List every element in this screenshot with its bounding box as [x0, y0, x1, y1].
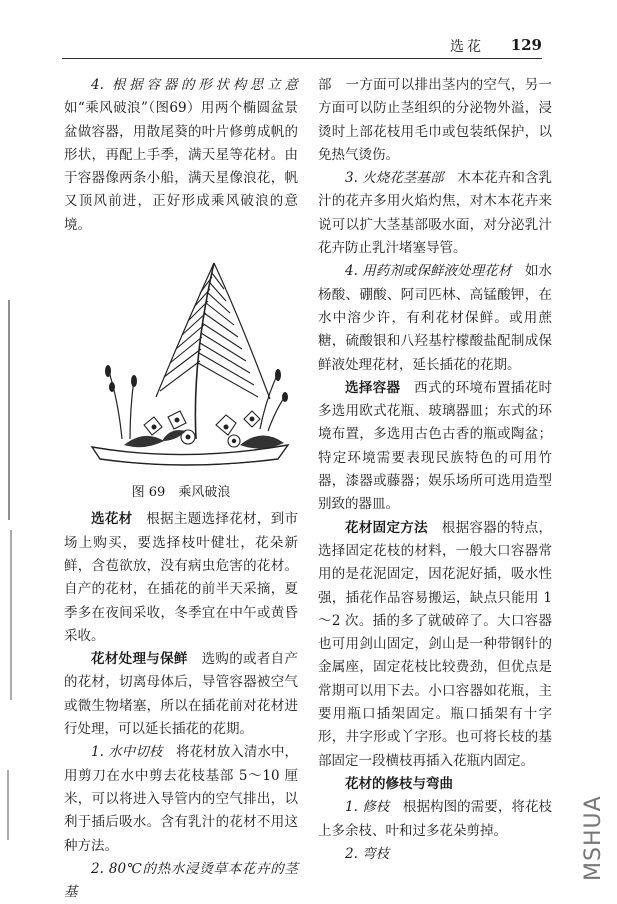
running-header: [62, 36, 542, 59]
paragraph-heading: 2. 弯枝: [345, 845, 390, 862]
paragraph-preservative: [318, 260, 552, 376]
right-column: [318, 74, 552, 866]
paragraph-body: 木本花卉和含乳汁的花卉多用火焰灼焦，对木本花卉来说可以扩大茎基部吸水面，对分泌乳汁花卉防止乳汁堵塞导管。: [318, 170, 553, 257]
paragraph-heading: 花材固定方法: [345, 519, 428, 536]
paragraph-heading: 2. 80℃的热水浸烫草本花卉的茎基: [64, 860, 298, 901]
paragraph-select-container: [318, 377, 552, 517]
scan-edge-marks: [0, 0, 40, 901]
section-title: 选花: [450, 39, 484, 55]
paragraph-heading: 3. 火烧花茎基部: [345, 170, 444, 187]
paragraph-body: 如水杨酸、硼酸、阿司匹林、高锰酸钾，在水中溶少许，有利花材保鲜。或用蔗糖，硫酸银和八羟基柠檬酸盐配制成保鲜液处理花材，延长插花的花期。: [318, 263, 553, 373]
sailboat-arrangement-illustration: [64, 249, 298, 475]
watermark: MSHUA: [581, 795, 606, 881]
paragraph-heading: 4. 根据容器的形状构思立意: [91, 77, 298, 93]
paragraph-container-shape: [64, 74, 298, 237]
page-number: 129: [510, 36, 542, 54]
paragraph-pruning: [318, 796, 552, 843]
paragraph-body: 根据容器的特点，选择固定花枝的材料，一般大口容器常用的是花泥固定，因花泥好插，吸水性强，插花作品容易搬运，缺点只能用 1～2 次。插的多了就破碎了。大口容器也可用剑山固定，剑山是一种带钢针的金属座，固定花枝比较费劲，但优点是常期可以用下去。小口容器如花瓶，主要用瓶口插架固定。瓶口插架有十字形，井字形或丫字形。也可将长枝的基部固定一段横枝再插入花瓶内固定。: [318, 519, 553, 769]
paragraph-body: 根据构图的需要，将花枝上多余枝、叶和过多花朵剪掉。: [318, 799, 553, 839]
paragraph-heading: 选择容器: [345, 379, 401, 396]
paragraph-bending: [318, 843, 552, 866]
paragraph-heading: 1. 水中切枝: [91, 744, 163, 761]
paragraph-fixing-method: [318, 517, 552, 773]
paragraph-heading: 选花材: [91, 511, 133, 528]
paragraph-heading: 花材处理与保鲜: [91, 651, 188, 668]
paragraph-body: 根据主题选择花材，到市场上购买，要选择枝叶健壮，花朵新鲜，含苞欲放，没有病虫危害的花材。自产的花材，在插花的前半天采摘，夏季多在夜间采收，冬季宜在中午或黄昏采收。: [64, 511, 299, 644]
paragraph-cut-in-water: [64, 741, 298, 857]
paragraph-body: 选购的或者自产的花材，切离母体后，导管容器被空气或微生物堵塞，所以在插花前对花材进行处理，可以延长插花的花期。: [64, 651, 299, 738]
paragraph-pruning-heading: [318, 773, 552, 796]
paragraph-heading: 花材的修枝与弯曲: [345, 775, 453, 792]
paragraph-body: 如“乘风破浪”（图69）用两个椭圆盆景盆做容器，用散尾葵的叶片修剪成帆的形状，再配上手季，满天星等花材。由于容器像两条小船，满天星像浪花，帆又顶风前进，正好形成乘风破浪的意境。: [64, 100, 298, 233]
paragraph-hot-water: [64, 858, 298, 904]
paragraph-body: 将花材放入清水中，用剪刀在水中剪去花枝基部 5～10 厘米，可以将进入导管内的空气排出，以利于插后吸水。含有乳汁的花材不用这种方法。: [64, 744, 299, 854]
paragraph-flower-treatment: [64, 648, 298, 741]
paragraph-select-flowers: [64, 508, 298, 648]
paragraph-heading: 1. 修枝: [345, 799, 390, 816]
figure-caption: 图 69 乘风破浪: [131, 485, 231, 501]
figure-69: [64, 249, 298, 475]
paragraph-body: 西式的环境布置插花时多选用欧式花瓶、玻璃器皿；东式的环境布置，多选用古色古香的瓶或陶盆；特定环境需要表现民族特色的可用竹器，漆器或藤器；娱乐场所可选用造型别致的器皿。: [318, 379, 553, 513]
left-column: [64, 74, 298, 904]
paragraph-burn-stem: [318, 167, 552, 260]
paragraph-hot-water-cont: 部 一方面可以排出茎内的空气，另一方面可以防止茎组织的分泌物外溢，浸烫时上部花枝用毛巾或包装纸保护，以免热气烫伤。: [318, 77, 552, 163]
paragraph-heading: 4. 用药剂或保鲜液处理花材: [345, 263, 512, 280]
